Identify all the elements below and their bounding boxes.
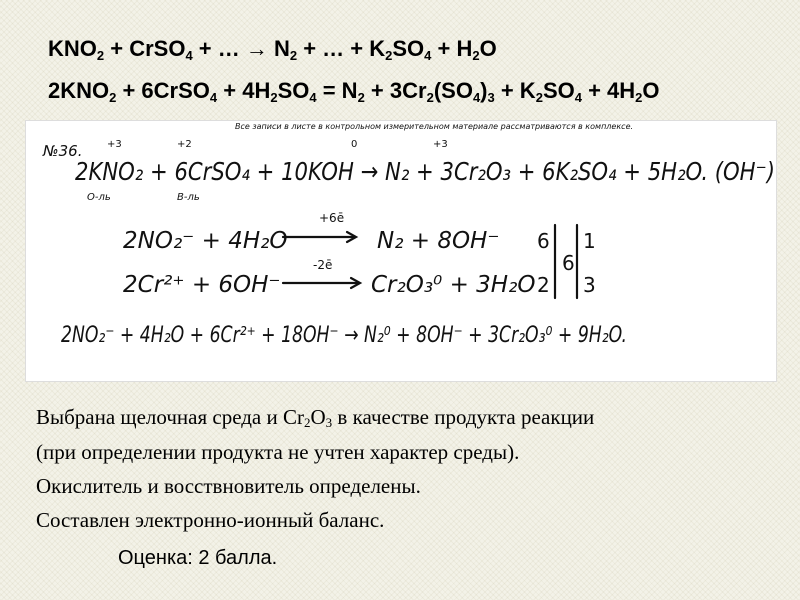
text-segment: Выбрана щелочная среда и Cr (36, 405, 304, 429)
text-segment: + 4H (217, 78, 271, 103)
text-segment: SO (277, 78, 310, 103)
text-segment: + … + K (297, 36, 386, 61)
comment-line-1 (36, 403, 594, 431)
text-segment: (при определении продукта не учтен характер среды). (36, 440, 520, 464)
half-reaction-1-left: 2NO₂⁻ + 4H₂O (123, 228, 288, 254)
subscript: 4 (209, 90, 218, 105)
subscript: 2 (270, 90, 278, 105)
role-reducer: В-ль (177, 192, 200, 203)
text-segment: + 6CrSO (116, 78, 210, 103)
balance-left-1: 6 (537, 229, 550, 253)
text-segment: O (642, 78, 660, 103)
text-segment: + K (494, 78, 536, 103)
subscript: 2 (535, 90, 543, 105)
subscript: 4 (472, 90, 481, 105)
text-segment: Окислитель и восствновитель определены. (36, 474, 421, 498)
balance-right-1: 1 (583, 229, 596, 253)
comment-line-3 (36, 472, 421, 500)
text-segment: Составлен электронно-ионный баланс. (36, 508, 385, 532)
text-segment: + 4H (581, 78, 636, 103)
task-number: №36. (43, 142, 83, 160)
text-segment: SO (392, 36, 425, 61)
balance-mid: 6 (562, 251, 575, 275)
subscript: 3 (325, 415, 333, 430)
text-segment: SO (542, 78, 575, 103)
header-note: Все записи в листе в контрольном измерительном материале рассматриваются в комплексе. (235, 122, 634, 131)
half-reaction-2-left: 2Cr²⁺ + 6OH⁻ (123, 272, 281, 298)
balance-right-2: 3 (583, 273, 596, 297)
text-segment: в качестве продукта реакции (332, 405, 595, 429)
comment-line-4 (36, 506, 384, 534)
subscript: 2 (426, 90, 434, 105)
text-segment: O (479, 36, 497, 61)
subscript: 4 (424, 48, 432, 63)
half-reaction-2-electrons: -2ē (313, 258, 333, 272)
text-segment: (SO (433, 78, 473, 103)
subscript: 4 (185, 48, 193, 63)
subscript: 4 (309, 90, 317, 105)
equation-scheme (48, 36, 497, 63)
half-reaction-1-right: N₂ + 8OH⁻ (377, 228, 500, 254)
subscript: 2 (96, 48, 105, 63)
handwritten-solution (25, 120, 777, 382)
subscript: 2 (357, 90, 365, 105)
reaction-handwritten: 2KNO₂ + 6CrSO₄ + 10KOH → N₂ + 3Cr₂O₃ + 6K₂SO₄ + 5H₂O. (OH⁻) (75, 157, 775, 186)
ox-state-n2: 0 (351, 139, 358, 150)
text-segment: = N (316, 78, 358, 103)
subscript: 2 (385, 48, 393, 63)
text-segment: + H (431, 36, 473, 61)
subscript: 3 (487, 90, 495, 105)
subscript: 2 (472, 48, 480, 63)
text-segment: + CrSO (104, 36, 186, 61)
text-segment: ) (480, 78, 488, 103)
ox-state-n: +3 (107, 139, 122, 150)
subscript: 2 (635, 90, 643, 105)
half-reaction-1-electrons: +6ē (319, 211, 345, 225)
text-segment: + … → N (192, 36, 290, 61)
half-reaction-2-right: Cr₂O₃⁰ + 3H₂O (371, 272, 536, 298)
handwritten-solution-scan (25, 120, 777, 382)
role-oxidizer: О-ль (87, 192, 111, 203)
grade-text: Оценка: 2 балла. (118, 547, 278, 569)
comment-line-2 (36, 438, 519, 466)
ox-state-cr2o3: +3 (433, 139, 448, 150)
text-segment: KNO (48, 36, 97, 61)
subscript: 4 (574, 90, 582, 105)
ionic-equation: 2NO₂⁻ + 4H₂O + 6Cr²⁺ + 18OH⁻ → N₂⁰ + 8OH⁻ + 3Cr₂O₃⁰ + 9H₂O. (61, 323, 627, 348)
equation-balanced (48, 78, 660, 105)
subscript: 2 (289, 48, 298, 63)
text-segment: 2KNO (48, 78, 110, 103)
balance-left-2: 2 (537, 273, 550, 297)
text-segment: O (310, 405, 326, 429)
ox-state-cr: +2 (177, 139, 192, 150)
subscript: 2 (109, 90, 117, 105)
text-segment: + 3Cr (364, 78, 427, 103)
subscript: 2 (304, 415, 311, 430)
